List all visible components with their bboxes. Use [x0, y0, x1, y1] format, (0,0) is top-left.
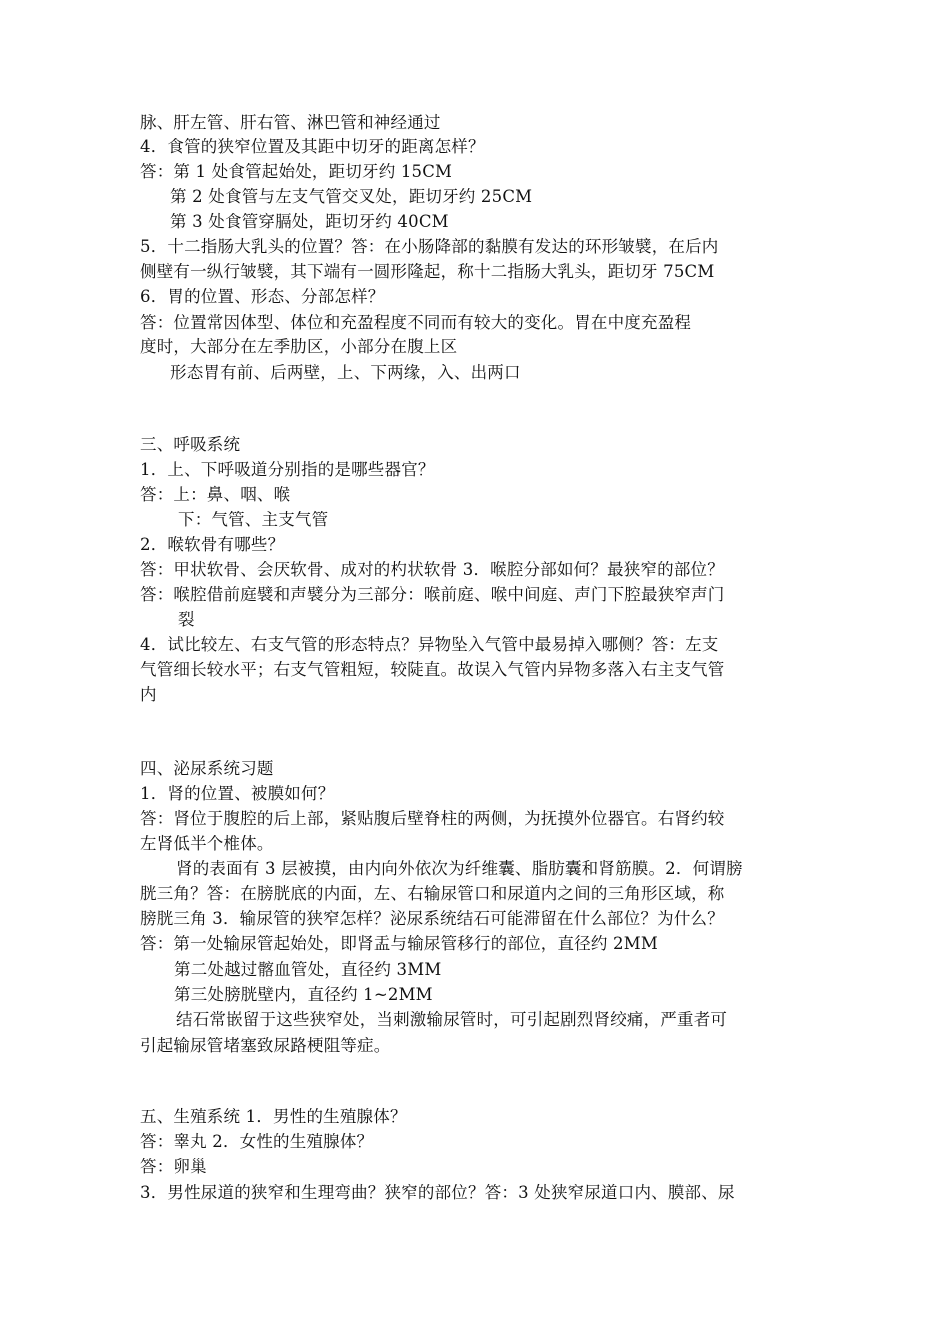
answer-line: 答：睾丸 2．女性的生殖腺体？	[140, 1132, 374, 1151]
text-line: 结石常嵌留于这些狭窄处，当刺激输尿管时，可引起剧烈肾绞痛，严重者可	[176, 1010, 728, 1029]
answer-line: 答：上：鼻、咽、喉	[140, 485, 291, 504]
answer-line: 答：位置常因体型、体位和充盈程度不同而有较大的变化。胃在中度充盈程	[140, 313, 692, 332]
question-line: 1．上、下呼吸道分别指的是哪些器官？	[140, 460, 435, 479]
text-line: 引起输尿管堵塞致尿路梗阻等症。	[140, 1036, 391, 1055]
text-line: 内	[140, 685, 157, 704]
question-line: 4．试比较左、右支气管的形态特点？异物坠入气管中最易掉入哪侧？答：左支	[140, 635, 719, 654]
question-line: 4．食管的狭窄位置及其距中切牙的距离怎样？	[140, 137, 485, 156]
text-line: 左肾低半个椎体。	[140, 834, 274, 853]
answer-line: 答：喉腔借前庭襞和声襞分为三部分：喉前庭、喉中间庭、声门下腔最狭窄声门	[140, 585, 725, 604]
text-line: 形态胃有前、后两壁，上、下两缘，入、出两口	[170, 363, 521, 382]
text-line: 气管细长较水平；右支气管粗短，较陡直。故误入气管内异物多落入右主支气管	[140, 660, 725, 679]
answer-line: 第 3 处食管穿膈处，距切牙约 40CM	[170, 212, 449, 231]
answer-line: 答：第 1 处食管起始处，距切牙约 15CM	[140, 162, 453, 181]
text-line: 膀胱三角 3．输尿管的狭窄怎样？泌尿系统结石可能滞留在什么部位？为什么？	[140, 909, 724, 928]
answer-line: 第三处膀胱壁内，直径约 1~2MM	[174, 985, 433, 1004]
section-heading: 四、泌尿系统习题	[140, 759, 274, 778]
answer-line: 第二处越过髂血管处，直径约 3MM	[174, 960, 442, 979]
text-line: 裂	[178, 610, 195, 629]
answer-line: 答：第一处输尿管起始处，即肾盂与输尿管移行的部位，直径约 2MM	[140, 934, 658, 953]
text-line: 胱三角？答：在膀胱底的内面，左、右输尿管口和尿道内之间的三角形区域，称	[140, 884, 725, 903]
question-line: 6．胃的位置、形态、分部怎样？	[140, 287, 385, 306]
answer-line: 答：卵巢	[140, 1157, 207, 1176]
answer-line: 答：肾位于腹腔的后上部，紧贴腹后壁脊柱的两侧，为抚摸外位器官。右肾约较	[140, 809, 725, 828]
answer-line: 下：气管、主支气管	[178, 510, 329, 529]
question-line: 1．肾的位置、被膜如何？	[140, 784, 335, 803]
text-line: 脉、肝左管、肝右管、淋巴管和神经通过	[140, 113, 441, 132]
answer-line: 答：甲状软骨、会厌软骨、成对的杓状软骨 3．喉腔分部如何？最狭窄的部位？	[140, 560, 724, 579]
question-line: 2．喉软骨有哪些？	[140, 535, 285, 554]
text-line: 度时，大部分在左季肋区，小部分在腹上区	[140, 337, 458, 356]
question-line: 3．男性尿道的狭窄和生理弯曲？狭窄的部位？答：3 处狭窄尿道口内、膜部、尿	[140, 1183, 735, 1202]
text-line: 侧壁有一纵行皱襞，其下端有一圆形隆起，称十二指肠大乳头，距切牙 75CM	[140, 262, 715, 281]
question-line: 5．十二指肠大乳头的位置？答：在小肠降部的黏膜有发达的环形皱襞，在后内	[140, 237, 719, 256]
section-heading: 三、呼吸系统	[140, 435, 241, 454]
text-line: 肾的表面有 3 层被摸，由内向外依次为纤维囊、脂肪囊和肾筋膜。2．何谓膀	[176, 859, 743, 878]
answer-line: 第 2 处食管与左支气管交叉处，距切牙约 25CM	[170, 187, 533, 206]
section-heading: 五、生殖系统 1．男性的生殖腺体？	[140, 1107, 407, 1126]
